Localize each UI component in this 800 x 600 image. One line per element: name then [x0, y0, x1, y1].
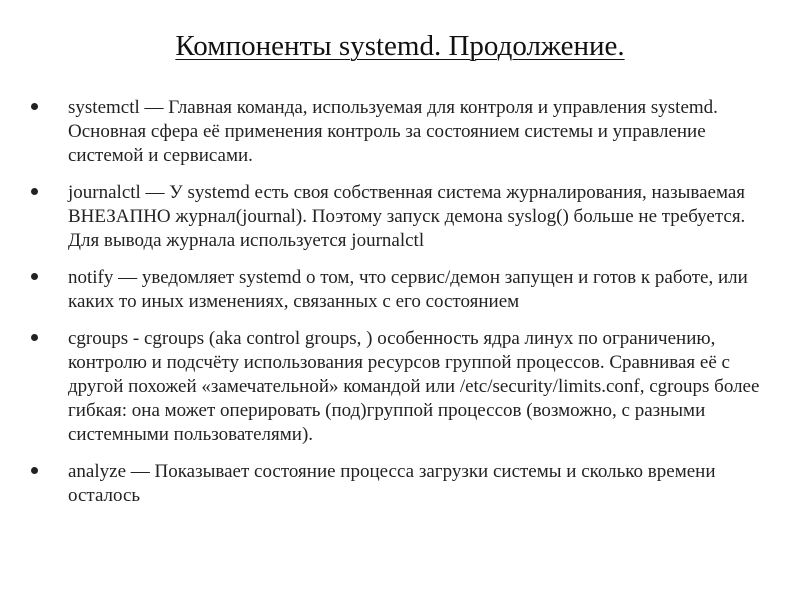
list-item-journalctl	[0, 181, 800, 253]
list-item-text: systemctl — Главная команда, используемая для контроля и управления systemd. Основная сфера её применения контроль за состоянием системы и управление системой и сервисами.	[68, 97, 718, 166]
bullet-dot-icon	[31, 273, 38, 280]
list-item-text: cgroups - cgroups (aka control groups, ) особенность ядра линух по ограничению, контролю и подсчёту использования ресурсов группой процессов. Сравнивая её с другой похожей «замечательной» командой или /etc/security/limits.conf, cgroups более гибкая: она может оперировать (под)группой процессов (возможно, с разными системными пользователями).	[68, 328, 760, 445]
bullet-dot-icon	[31, 188, 38, 195]
list-item-text: notify — уведомляет systemd о том, что сервис/демон запущен и готов к работе, или каких то иных изменениях, связанных с его состоянием	[68, 267, 748, 312]
list-item-cgroups	[0, 327, 800, 447]
list-item-notify	[0, 266, 800, 314]
list-item-text: analyze — Показывает состояние процесса загрузки системы и сколько времени осталось	[68, 461, 716, 506]
list-item-text: journalctl — У systemd есть своя собственная система журналирования, называемая ВНЕЗАПНО журнал(journal). Поэтому запуск демона syslog() больше не требуется. Для вывода журнала используется journalctl	[68, 182, 746, 251]
bullet-list	[0, 96, 800, 521]
list-item-analyze	[0, 460, 800, 508]
bullet-dot-icon	[31, 334, 38, 341]
list-item-systemctl	[0, 96, 800, 168]
bullet-dot-icon	[31, 103, 38, 110]
slide-title: Компоненты systemd. Продолжение.	[175, 30, 625, 62]
bullet-dot-icon	[31, 467, 38, 474]
